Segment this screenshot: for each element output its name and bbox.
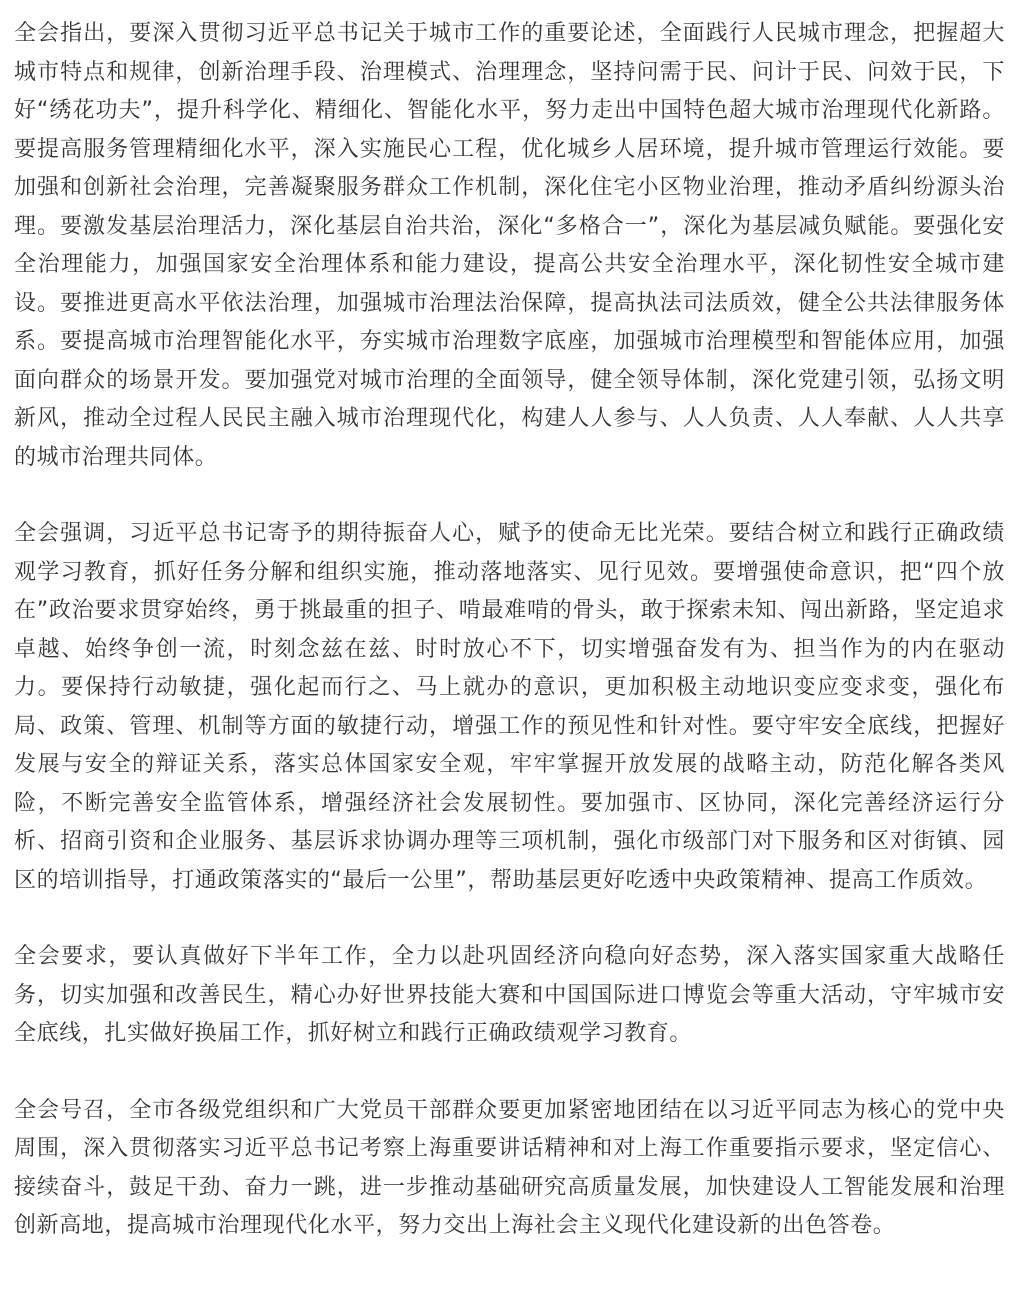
paragraph-second-half-tasks: 全会要求，要认真做好下半年工作，全力以赴巩固经济向稳向好态势，深入落实国家重大战略任务，切实加强和改善民生，精心办好世界技能大赛和中国国际进口博览会等重大活动，守牢城市安全底线，扎实做好换届工作，抓好树立和践行正确政绩观学习教育。 <box>14 944 1005 1046</box>
paragraph-call-to-action: 全会号召，全市各级党组织和广大党员干部群众要更加紧密地团结在以习近平同志为核心的党中央周围，深入贯彻落实习近平总书记考察上海重要讲话精神和对上海工作重要指示要求，坚定信心、接续奋斗，鼓足干劲、奋力一跳，进一步推动基础研究高质量发展，加快建设人工智能发展和治理创新高地，提高城市治理现代化水平，努力交出上海社会主义现代化建设新的出色答卷。 <box>14 1097 1005 1238</box>
paragraph-urban-governance: 全会指出，要深入贯彻习近平总书记关于城市工作的重要论述，全面践行人民城市理念，把握超大城市特点和规律，创新治理手段、治理模式、治理理念，坚持问需于民、问计于民、问效于民，下好“绣花功夫”，提升科学化、精细化、智能化水平，努力走出中国特色超大城市治理现代化新路。要提高服务管理精细化水平，深入实施民心工程，优化城乡人居环境，提升城市管理运行效能。要加强和创新社会治理，完善凝聚服务群众工作机制，深化住宅小区物业治理，推动矛盾纠纷源头治理。要激发基层治理活力，深化基层自治共治，深化“多格合一”，深化为基层减负赋能。要强化安全治理能力，加强国家安全治理体系和能力建设，提高公共安全治理水平，深化韧性安全城市建设。要推进更高水平依法治理，加强城市治理法治保障，提高执法司法质效，健全公共法律服务体系。要提高城市治理智能化水平，夯实城市治理数字底座，加强城市治理模型和智能体应用，加强面向群众的场景开发。要加强党对城市治理的全面领导，健全领导体制，深化党建引领，弘扬文明新风，推动全过程人民民主融入城市治理现代化，构建人人参与、人人负责、人人奉献、人人共享的城市治理共同体。 <box>14 21 1005 470</box>
paragraph-mission-emphasis: 全会强调，习近平总书记寄予的期待振奋人心，赋予的使命无比光荣。要结合树立和践行正确政绩观学习教育，抓好任务分解和组织实施，推动落地落实、见行见效。要增强使命意识，把“四个放在”政治要求贯穿始终，勇于挑最重的担子、啃最难啃的骨头，敢于探索未知、闯出新路，坚定追求卓越、始终争创一流，时刻念兹在兹、时时放心不下，切实增强奋发有为、担当作为的内在驱动力。要保持行动敏捷，强化起而行之、马上就办的意识，更加积极主动地识变应变求变，强化布局、政策、管理、机制等方面的敏捷行动，增强工作的预见性和针对性。要守牢安全底线，把握好发展与安全的辩证关系，落实总体国家安全观，牢牢掌握开放发展的战略主动，防范化解各类风险，不断完善安全监管体系，增强经济社会发展韧性。要加强市、区协同，深化完善经济运行分析、招商引资和企业服务、基层诉求协调办理等三项机制，强化市级部门对下服务和区对街镇、园区的培训指导，打通政策落实的“最后一公里”，帮助基层更好吃透中央政策精神、提高工作质效。 <box>14 521 1005 893</box>
